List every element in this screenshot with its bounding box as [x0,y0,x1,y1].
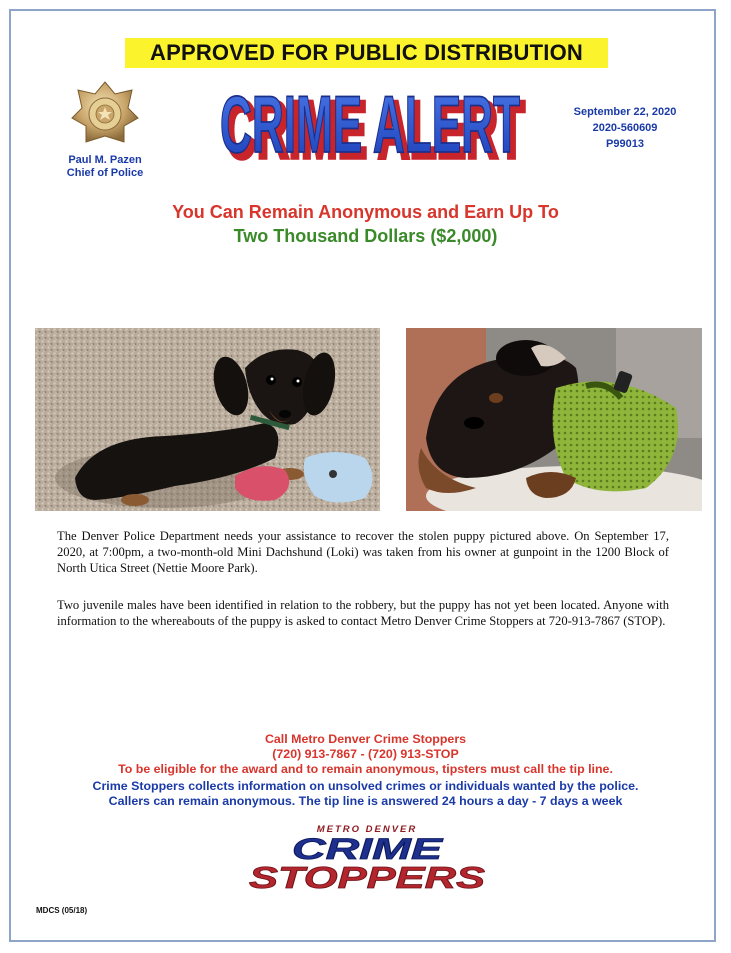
footer-phone-line: (720) 913-7867 - (720) 913-STOP [272,747,459,761]
crime-alert-text: CRIME ALERT [220,82,520,170]
footer-info-line: Crime Stoppers collects information on unsolved crimes or individuals wanted by the police. [92,779,639,793]
crime-alert-title [210,82,530,172]
crime-alert-shadow: CRIME ALERT [225,84,526,172]
puppy-photo-1 [35,328,380,511]
police-badge-icon [70,80,140,150]
footer-call-line: Call Metro Denver Crime Stoppers [264,732,467,746]
chief-title: Chief of Police [66,167,144,179]
logo-top-text: METRO DENVER [316,824,418,835]
case-info [560,104,690,152]
footer-eligibility-line: To be eligible for the award and to remain anonymous, tipsters must call the tip line. [118,762,613,776]
form-code: MDCS (05/18) [36,906,88,915]
description-paragraph-1: The Denver Police Department needs your assistance to recover the stolen puppy pictured above. On September 17, 2020, at 7:00pm, a two-month-old Mini Dachshund (Loki) was taken from his owner at gunpoint in the 1200 Block of North Utica Street (Nettie Moore Park). [57,529,669,575]
chief-block [45,154,165,180]
case-number: 2020-560609 [592,122,658,134]
description-paragraph-2: Two juvenile males have been identified in relation to the robbery, but the puppy has not yet been located. Anyone with information to the whereabouts of the puppy is asked to contact Metro Denver Crime Stoppers at 720-913-7867 (STOP). [57,598,669,628]
logo-crime-text: CRIME [292,833,444,866]
crime-stoppers-logo [245,822,490,892]
case-date: September 22, 2020 [573,106,677,118]
reward-headline-1: You Can Remain Anonymous and Earn Up To [172,202,559,222]
chief-name: Paul M. Pazen [68,154,142,166]
logo-stoppers-text: STOPPERS [249,860,486,892]
case-code: P99013 [606,138,644,150]
footer-anonymous-line: Callers can remain anonymous. The tip line is answered 24 hours a day - 7 days a week [108,794,623,808]
reward-headline-2: Two Thousand Dollars ($2,000) [233,226,498,246]
distribution-banner-text: APPROVED FOR PUBLIC DISTRIBUTION [150,40,583,65]
puppy-photo-2 [406,328,702,511]
